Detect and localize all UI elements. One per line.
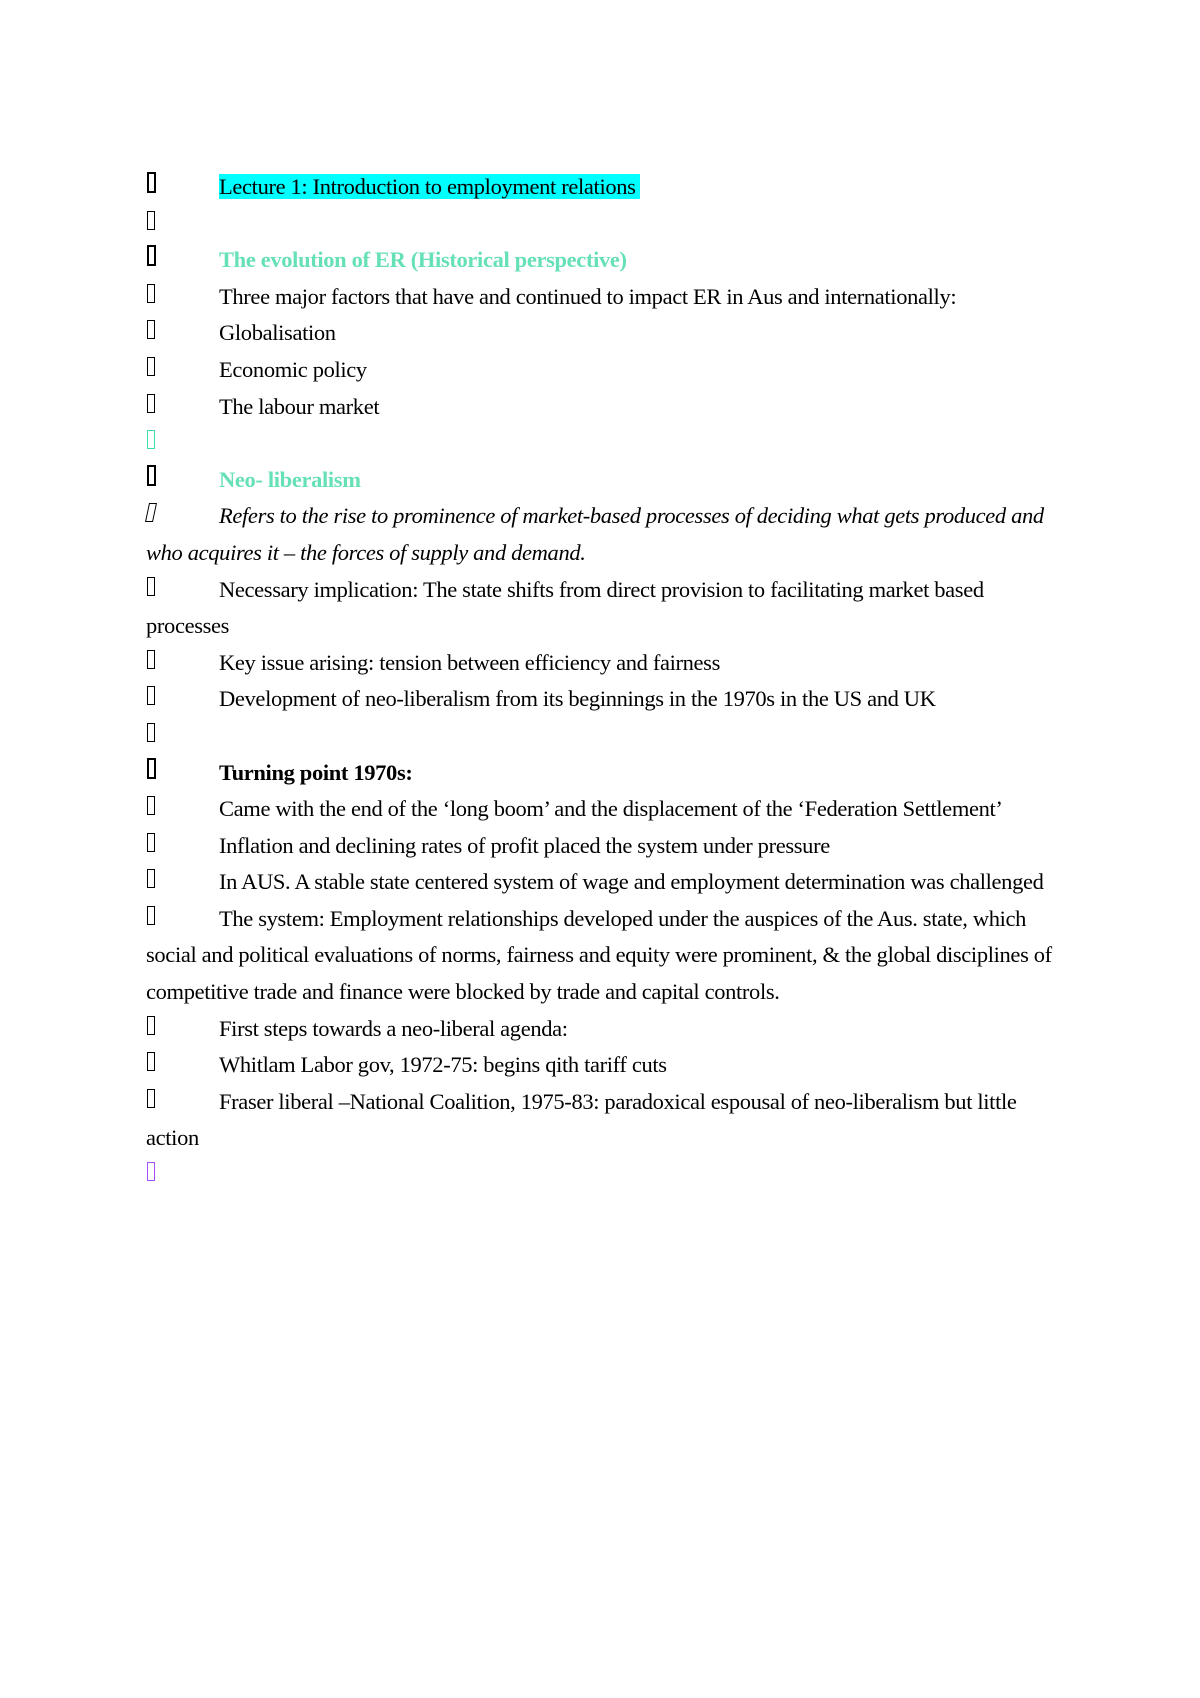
list-item xyxy=(146,169,1066,206)
list-item: First steps towards a neo-liberal agenda: xyxy=(146,1011,1066,1048)
section-heading: Turning point 1970s: xyxy=(219,759,413,785)
list-item: Necessary implication: The state shifts from direct provision to facilitating market based processes xyxy=(146,572,1066,645)
bullet-box-icon xyxy=(146,1157,206,1194)
list-item: Key issue arising: tension between efficiency and fairness xyxy=(146,645,1066,682)
list-item xyxy=(146,462,1066,499)
bullet-box-icon xyxy=(146,315,206,352)
list-item: In AUS. A stable state centered system of wage and employment determination was challenged xyxy=(146,864,1066,901)
bullet-box-icon xyxy=(146,681,206,718)
bullet-box-icon xyxy=(146,828,206,865)
list-item: Economic policy xyxy=(146,352,1066,389)
bullet-box-icon xyxy=(146,389,206,426)
bullet-box-icon xyxy=(146,206,206,243)
bullet-box-icon xyxy=(146,1084,206,1121)
bullet-box-icon xyxy=(146,425,206,462)
document-body xyxy=(146,169,1066,1194)
list-item xyxy=(146,718,1066,755)
list-item: The labour market xyxy=(146,389,1066,426)
list-item: Three major factors that have and continued to impact ER in Aus and internationally: xyxy=(146,279,1066,316)
bullet-box-icon xyxy=(146,901,206,938)
bullet-box-icon xyxy=(146,352,206,389)
list-item: Globalisation xyxy=(146,315,1066,352)
list-item xyxy=(146,425,1066,462)
bullet-box-icon xyxy=(146,169,206,206)
list-item: Inflation and declining rates of profit placed the system under pressure xyxy=(146,828,1066,865)
list-item xyxy=(146,1157,1066,1194)
list-item: The system: Employment relationships developed under the auspices of the Aus. state, which social and political evaluations of norms, fairness and equity were prominent, & the global disciplines of competitive trade and finance were blocked by trade and capital controls. xyxy=(146,901,1066,1011)
bullet-box-icon xyxy=(146,864,206,901)
list-item: Whitlam Labor gov, 1972-75: begins qith tariff cuts xyxy=(146,1047,1066,1084)
bullet-box-icon xyxy=(146,279,206,316)
list-item: Refers to the rise to prominence of market-based processes of deciding what gets produced and who acquires it – the forces of supply and demand. xyxy=(146,498,1066,571)
bullet-box-icon xyxy=(146,1047,206,1084)
list-item xyxy=(146,206,1066,243)
list-item xyxy=(146,242,1066,279)
bullet-box-icon xyxy=(146,572,206,609)
bullet-box-icon xyxy=(146,242,206,279)
list-item: Development of neo-liberalism from its beginnings in the 1970s in the US and UK xyxy=(146,681,1066,718)
section-heading: The evolution of ER (Historical perspective) xyxy=(219,247,627,273)
list-item xyxy=(146,755,1066,792)
bullet-box-icon xyxy=(146,498,206,535)
bullet-box-icon xyxy=(146,1011,206,1048)
list-item: Came with the end of the ‘long boom’ and the displacement of the ‘Federation Settlement’ xyxy=(146,791,1066,828)
section-heading: Neo- liberalism xyxy=(219,466,361,492)
lecture-title: Lecture 1: Introduction to employment relations xyxy=(219,174,640,199)
bullet-box-icon xyxy=(146,718,206,755)
bullet-box-icon xyxy=(146,791,206,828)
bullet-box-icon xyxy=(146,645,206,682)
bullet-box-icon xyxy=(146,755,206,792)
list-item: Fraser liberal –National Coalition, 1975-83: paradoxical espousal of neo-liberalism but little action xyxy=(146,1084,1066,1157)
bullet-box-icon xyxy=(146,462,206,499)
